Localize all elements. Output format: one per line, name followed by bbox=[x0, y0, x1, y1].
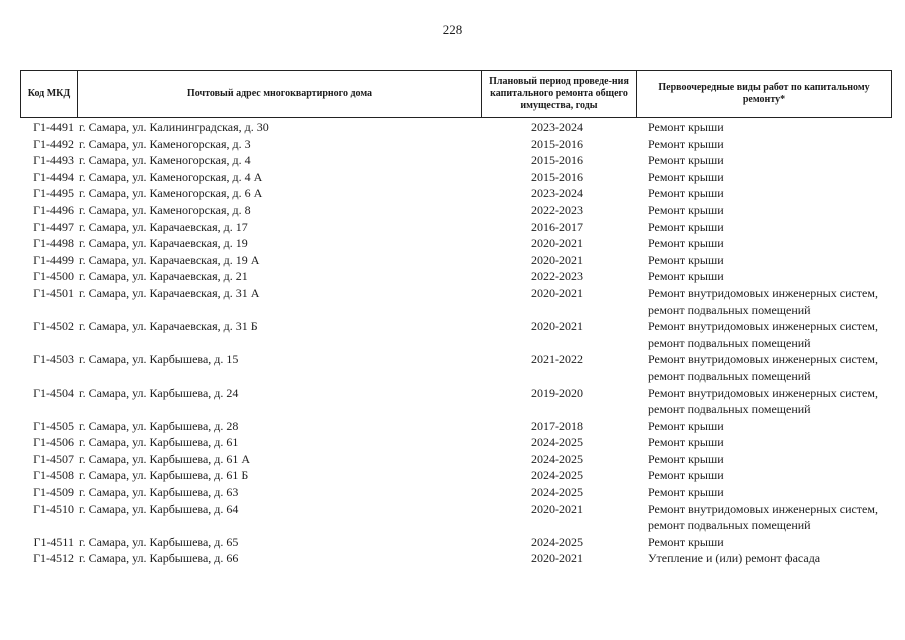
row-works bbox=[642, 434, 892, 451]
row-works bbox=[642, 219, 892, 236]
row-works bbox=[642, 501, 892, 534]
row-period: 2015-2016 bbox=[531, 153, 583, 168]
row-period: 2024-2025 bbox=[531, 435, 583, 450]
table-row bbox=[20, 202, 892, 219]
work-item: ремонт подвальных помещений bbox=[648, 335, 811, 350]
work-item: Ремонт внутридомовых инженерных систем, bbox=[648, 385, 878, 400]
table-row bbox=[20, 434, 892, 451]
table-row bbox=[20, 418, 892, 435]
table-row bbox=[20, 534, 892, 551]
row-code: Г1-4496 bbox=[33, 202, 74, 217]
row-code: Г1-4492 bbox=[33, 136, 74, 151]
table-row bbox=[20, 285, 892, 318]
table-row bbox=[20, 185, 892, 202]
table-row bbox=[20, 467, 892, 484]
row-period: 2022-2023 bbox=[531, 269, 583, 284]
work-item: Ремонт крыши bbox=[648, 451, 724, 466]
work-item: Ремонт крыши bbox=[648, 202, 724, 217]
row-period: 2015-2016 bbox=[531, 169, 583, 184]
row-address: г. Самара, ул. Карачаевская, д. 31 А bbox=[79, 285, 260, 300]
row-address: г. Самара, ул. Карбышева, д. 63 bbox=[79, 485, 239, 500]
row-code: Г1-4495 bbox=[33, 186, 74, 201]
header-code: Код МКД bbox=[20, 71, 77, 117]
work-item: Ремонт внутридомовых инженерных систем, bbox=[648, 285, 878, 300]
row-works bbox=[642, 136, 892, 153]
row-address: г. Самара, ул. Каменогорская, д. 3 bbox=[79, 136, 251, 151]
row-period: 2020-2021 bbox=[531, 551, 583, 566]
table-row bbox=[20, 152, 892, 169]
row-works bbox=[642, 418, 892, 435]
row-period: 2023-2024 bbox=[531, 186, 583, 201]
row-address: г. Самара, ул. Каменогорская, д. 4 bbox=[79, 153, 251, 168]
row-works bbox=[642, 451, 892, 468]
table-row bbox=[20, 119, 892, 136]
row-address: г. Самара, ул. Карбышева, д. 15 bbox=[79, 352, 239, 367]
row-period: 2024-2025 bbox=[531, 451, 583, 466]
work-item: Ремонт крыши bbox=[648, 136, 724, 151]
work-item: Ремонт внутридомовых инженерных систем, bbox=[648, 352, 878, 367]
row-works bbox=[642, 550, 892, 567]
work-item: ремонт подвальных помещений bbox=[648, 402, 811, 417]
row-code: Г1-4505 bbox=[33, 418, 74, 433]
work-item: Ремонт крыши bbox=[648, 418, 724, 433]
table-body bbox=[20, 119, 892, 567]
row-works bbox=[642, 351, 892, 384]
row-works bbox=[642, 152, 892, 169]
row-works bbox=[642, 202, 892, 219]
work-item: ремонт подвальных помещений bbox=[648, 368, 811, 383]
header-address: Почтовый адрес многоквартирного дома bbox=[77, 71, 481, 117]
row-works bbox=[642, 235, 892, 252]
work-item: Утепление и (или) ремонт фасада bbox=[648, 551, 821, 566]
row-address: г. Самара, ул. Карачаевская, д. 19 А bbox=[79, 252, 260, 267]
work-item: Ремонт крыши bbox=[648, 236, 724, 251]
work-item: Ремонт крыши bbox=[648, 468, 724, 483]
work-item: Ремонт крыши bbox=[648, 120, 724, 134]
row-code: Г1-4506 bbox=[33, 435, 74, 450]
work-item: Ремонт крыши bbox=[648, 485, 724, 500]
row-code: Г1-4497 bbox=[33, 219, 74, 234]
table-row bbox=[20, 235, 892, 252]
row-period: 2019-2020 bbox=[531, 385, 583, 400]
table-row bbox=[20, 318, 892, 351]
row-address: г. Самара, ул. Карбышева, д. 61 bbox=[79, 435, 239, 450]
row-address: г. Самара, ул. Карбышева, д. 24 bbox=[79, 385, 239, 400]
row-code: Г1-4503 bbox=[33, 352, 74, 367]
table-row bbox=[20, 550, 892, 567]
row-address: г. Самара, ул. Карачаевская, д. 31 Б bbox=[79, 319, 258, 334]
table-row bbox=[20, 385, 892, 418]
row-works bbox=[642, 169, 892, 186]
row-period: 2020-2021 bbox=[531, 236, 583, 251]
row-address: г. Самара, ул. Калининградская, д. 30 bbox=[79, 120, 269, 134]
table-row bbox=[20, 451, 892, 468]
work-item: Ремонт крыши bbox=[648, 269, 724, 284]
row-code: Г1-4510 bbox=[33, 501, 74, 516]
row-works bbox=[642, 185, 892, 202]
row-works bbox=[642, 268, 892, 285]
row-code: Г1-4500 bbox=[33, 269, 74, 284]
work-item: Ремонт крыши bbox=[648, 169, 724, 184]
work-item: Ремонт крыши bbox=[648, 252, 724, 267]
table-row bbox=[20, 136, 892, 153]
row-address: г. Самара, ул. Карбышева, д. 65 bbox=[79, 534, 239, 549]
row-code: Г1-4512 bbox=[33, 551, 74, 566]
table-header bbox=[20, 70, 892, 118]
page-number: 228 bbox=[442, 22, 463, 37]
row-period: 2020-2021 bbox=[531, 285, 583, 300]
work-item: Ремонт крыши bbox=[648, 534, 724, 549]
row-address: г. Самара, ул. Карбышева, д. 66 bbox=[79, 551, 239, 566]
row-period: 2024-2025 bbox=[531, 485, 583, 500]
row-works bbox=[642, 385, 892, 418]
table-row bbox=[20, 219, 892, 236]
table-row bbox=[20, 268, 892, 285]
table-row bbox=[20, 169, 892, 186]
row-code: Г1-4491 bbox=[33, 120, 74, 134]
row-period: 2015-2016 bbox=[531, 136, 583, 151]
row-address: г. Самара, ул. Карбышева, д. 28 bbox=[79, 418, 239, 433]
row-period: 2023-2024 bbox=[531, 120, 583, 134]
row-code: Г1-4511 bbox=[33, 534, 74, 549]
row-period: 2024-2025 bbox=[531, 468, 583, 483]
row-code: Г1-4501 bbox=[33, 285, 74, 300]
work-item: Ремонт крыши bbox=[648, 219, 724, 234]
row-address: г. Самара, ул. Каменогорская, д. 6 А bbox=[79, 186, 263, 201]
row-address: г. Самара, ул. Каменогорская, д. 4 А bbox=[79, 169, 263, 184]
row-code: Г1-4493 bbox=[33, 153, 74, 168]
row-code: Г1-4499 bbox=[33, 252, 74, 267]
row-period: 2017-2018 bbox=[531, 418, 583, 433]
row-address: г. Самара, ул. Карачаевская, д. 19 bbox=[79, 236, 248, 251]
row-works bbox=[642, 484, 892, 501]
row-works bbox=[642, 467, 892, 484]
header-period: Плановый период проведе-ния капитального ремонта общего имущества, годы bbox=[481, 71, 636, 117]
row-works bbox=[642, 534, 892, 551]
work-item: ремонт подвальных помещений bbox=[648, 518, 811, 533]
row-address: г. Самара, ул. Карбышева, д. 64 bbox=[79, 501, 239, 516]
work-item: Ремонт крыши bbox=[648, 435, 724, 450]
row-address: г. Самара, ул. Каменогорская, д. 8 bbox=[79, 202, 251, 217]
header-works: Первоочередные виды работ по капитальному ремонту* bbox=[636, 71, 892, 117]
row-address: г. Самара, ул. Карбышева, д. 61 Б bbox=[79, 468, 249, 483]
row-works bbox=[642, 285, 892, 318]
row-code: Г1-4504 bbox=[33, 385, 74, 400]
row-period: 2024-2025 bbox=[531, 534, 583, 549]
row-code: Г1-4508 bbox=[33, 468, 74, 483]
row-works bbox=[642, 119, 892, 136]
row-code: Г1-4509 bbox=[33, 485, 74, 500]
table-row bbox=[20, 501, 892, 534]
work-item: Ремонт крыши bbox=[648, 186, 724, 201]
work-item: Ремонт крыши bbox=[648, 153, 724, 168]
row-period: 2020-2021 bbox=[531, 319, 583, 334]
row-address: г. Самара, ул. Карачаевская, д. 17 bbox=[79, 219, 248, 234]
row-period: 2022-2023 bbox=[531, 202, 583, 217]
row-address: г. Самара, ул. Карбышева, д. 61 А bbox=[79, 451, 251, 466]
table-row bbox=[20, 252, 892, 269]
work-item: ремонт подвальных помещений bbox=[648, 302, 811, 317]
row-works bbox=[642, 318, 892, 351]
row-period: 2016-2017 bbox=[531, 219, 583, 234]
row-code: Г1-4502 bbox=[33, 319, 74, 334]
table-row bbox=[20, 351, 892, 384]
row-code: Г1-4494 bbox=[33, 169, 74, 184]
row-period: 2021-2022 bbox=[531, 352, 583, 367]
row-period: 2020-2021 bbox=[531, 501, 583, 516]
row-code: Г1-4507 bbox=[33, 451, 74, 466]
row-code: Г1-4498 bbox=[33, 236, 74, 251]
row-address: г. Самара, ул. Карачаевская, д. 21 bbox=[79, 269, 248, 284]
work-item: Ремонт внутридомовых инженерных систем, bbox=[648, 319, 878, 334]
row-works bbox=[642, 252, 892, 269]
table-row bbox=[20, 484, 892, 501]
row-period: 2020-2021 bbox=[531, 252, 583, 267]
work-item: Ремонт внутридомовых инженерных систем, bbox=[648, 501, 878, 516]
